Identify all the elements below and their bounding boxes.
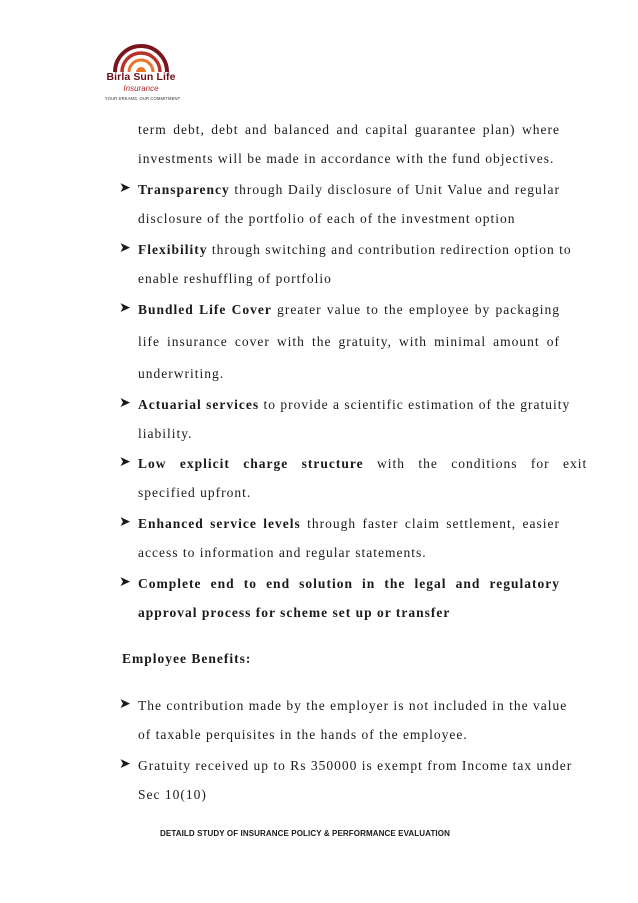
page-footer: DETAILD STUDY OF INSURANCE POLICY & PERFORMANCE EVALUATION bbox=[160, 829, 450, 838]
arrowhead-bullet-icon: ➤ bbox=[119, 240, 131, 256]
bullet-item-low-charge bbox=[138, 456, 588, 472]
bullet-title: Low explicit charge structure bbox=[138, 456, 364, 471]
bullet-item-actuarial-services bbox=[138, 397, 571, 413]
arrowhead-bullet-icon: ➤ bbox=[119, 180, 131, 196]
bullet-item-bundled-life-cover bbox=[138, 302, 560, 318]
bullet-text: greater value to the employee by packaging bbox=[271, 302, 560, 317]
bullet-title: Transparency bbox=[138, 182, 230, 197]
body-line: liability. bbox=[138, 426, 193, 441]
body-line: of taxable perquisites in the hands of the employee. bbox=[138, 727, 468, 742]
bullet-item-transparency bbox=[138, 182, 560, 198]
bullet-title: Enhanced service levels bbox=[138, 516, 301, 531]
sun-arc-icon bbox=[111, 38, 171, 74]
body-line: approval process for scheme set up or transfer bbox=[138, 605, 451, 620]
bullet-title: Actuarial services bbox=[138, 397, 260, 412]
arrowhead-bullet-icon: ➤ bbox=[119, 696, 131, 712]
bullet-text: through Daily disclosure of Unit Value and regular bbox=[229, 182, 560, 197]
section-heading: Employee Benefits: bbox=[122, 651, 252, 666]
body-line: Sec 10(10) bbox=[138, 787, 207, 802]
bullet-item-complete-solution: Complete end to end solution in the legal and regulatory bbox=[138, 576, 560, 591]
body-line: specified upfront. bbox=[138, 485, 252, 500]
arrowhead-bullet-icon: ➤ bbox=[119, 395, 131, 411]
bullet-title: Flexibility bbox=[138, 242, 208, 257]
body-line: underwriting. bbox=[138, 366, 225, 381]
arrowhead-bullet-icon: ➤ bbox=[119, 454, 131, 470]
bullet-item-enhanced-service bbox=[138, 516, 560, 532]
arrowhead-bullet-icon: ➤ bbox=[119, 756, 131, 772]
body-line: term debt, debt and balanced and capital guarantee plan) where bbox=[138, 122, 560, 137]
body-line: disclosure of the portfolio of each of the investment option bbox=[138, 211, 516, 226]
arrowhead-bullet-icon: ➤ bbox=[119, 300, 131, 316]
birla-sun-life-logo bbox=[95, 38, 190, 104]
bullet-text: through switching and contribution redirection option to bbox=[207, 242, 572, 257]
body-line: enable reshuffling of portfolio bbox=[138, 271, 332, 286]
logo-brand-name: Birla Sun Life bbox=[106, 71, 176, 83]
bullet-item-flexibility bbox=[138, 242, 572, 258]
bullet-title: Bundled Life Cover bbox=[138, 302, 272, 317]
arrowhead-bullet-icon: ➤ bbox=[119, 574, 131, 590]
bullet-text: with the conditions for exit bbox=[363, 456, 588, 471]
body-line: life insurance cover with the gratuity, with minimal amount of bbox=[138, 334, 560, 349]
logo-subtitle: Insurance bbox=[123, 84, 159, 93]
logo-tagline: YOUR DREAMS. OUR COMMITMENT bbox=[104, 96, 181, 101]
bullet-text: through faster claim settlement, easier bbox=[300, 516, 561, 531]
body-line: access to information and regular statements. bbox=[138, 545, 427, 560]
bullet-text: to provide a scientific estimation of the gratuity bbox=[259, 397, 571, 412]
bullet-item-contribution: The contribution made by the employer is not included in the value bbox=[138, 698, 568, 713]
arrowhead-bullet-icon: ➤ bbox=[119, 514, 131, 530]
body-line: investments will be made in accordance with the fund objectives. bbox=[138, 151, 555, 166]
bullet-item-gratuity: Gratuity received up to Rs 350000 is exempt from Income tax under bbox=[138, 758, 573, 773]
